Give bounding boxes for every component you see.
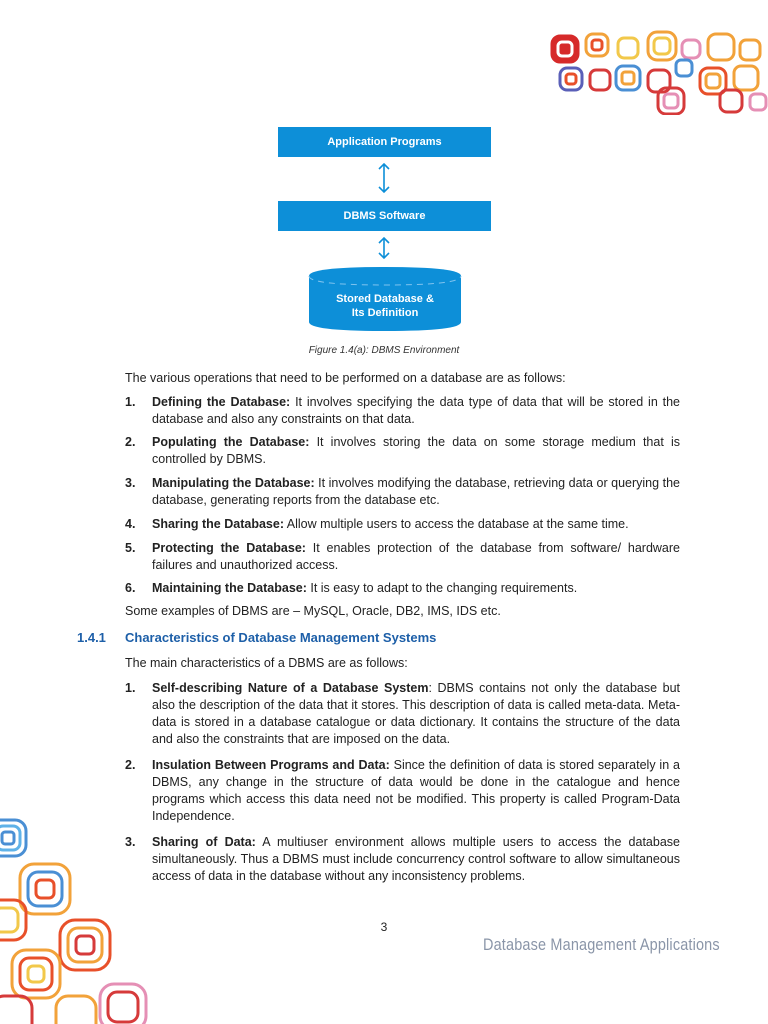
section-heading (77, 630, 436, 645)
operation-item (125, 394, 680, 428)
figure-caption: Figure 1.4(a): DBMS Environment (308, 345, 460, 356)
item-text: It involves storing the data on some storage medium that is controlled by DBMS. (152, 435, 680, 466)
page-number: 3 (380, 920, 388, 934)
dbms-environment-diagram (0, 0, 768, 360)
item-text: It involves specifying the data type of data that will be stored in the database and also any constraints on that data. (152, 395, 681, 426)
item-number: 1. (125, 395, 136, 409)
item-number: 6. (125, 581, 136, 595)
item-number: 2. (125, 435, 136, 449)
item-number: 3. (125, 476, 136, 490)
double-arrow-icon (376, 236, 392, 260)
double-arrow-icon (376, 162, 392, 194)
item-text: It is easy to adapt to the changing requirements. (306, 581, 578, 595)
operation-item (125, 580, 680, 597)
item-text: : DBMS contains not only the database but also the description of the data that it stores. This description of data is called meta-data. Meta-data is stored in a database catalogue or data dictionary. It contains the structure of the data and also the constraints that are imposed on the data. (152, 681, 680, 746)
item-text: Since the definition of data is stored separately in a DBMS, any change in the structure of data would be done in the catalogue and hence programs which access this data need not be modified. This property is called Program-Data Independence. (152, 758, 680, 823)
item-number: 1. (125, 681, 136, 695)
item-title: Manipulating the Database: (152, 476, 315, 490)
characteristic-item (125, 680, 680, 748)
item-title: Maintaining the Database: (152, 581, 307, 595)
item-title: Protecting the Database: (152, 541, 306, 555)
operation-item (125, 540, 680, 574)
stored-database-label (310, 292, 460, 320)
item-number: 2. (125, 758, 136, 772)
item-title: Populating the Database: (152, 435, 310, 449)
dbms-examples: Some examples of DBMS are – MySQL, Oracle, DB2, IMS, IDS etc. (125, 604, 501, 618)
operation-item (125, 434, 680, 468)
item-title: Defining the Database: (152, 395, 291, 409)
stored-database-line1: Stored Database & (336, 293, 434, 305)
item-text: Allow multiple users to access the database at the same time. (283, 517, 629, 531)
characteristic-item (125, 834, 680, 885)
item-text: It involves modifying the database, retrieving data or querying the database, generating reports from the database etc. (152, 476, 680, 507)
characteristics-intro: The main characteristics of a DBMS are as follows: (125, 656, 408, 670)
item-title: Insulation Between Programs and Data: (152, 758, 390, 772)
item-title: Self-describing Nature of a Database System (152, 681, 429, 695)
item-text: It enables protection of the database from software/ hardware failures and unauthorized access. (152, 541, 680, 572)
item-title: Sharing the Database: (152, 517, 284, 531)
item-text: A multiuser environment allows multiple users to access the database simultaneously. Thus a DBMS must include concurrency control software to allow simultaneous access of data in the database without any inconsistency problems. (152, 835, 680, 883)
item-number: 3. (125, 835, 136, 849)
item-title: Sharing of Data: (152, 835, 256, 849)
operation-item (125, 475, 680, 509)
section-title: Characteristics of Database Management Systems (125, 630, 437, 645)
section-number: 1.4.1 (77, 630, 106, 645)
dbms-software-box (278, 201, 491, 231)
application-programs-box (278, 127, 491, 157)
operations-intro: The various operations that need to be performed on a database are as follows: (125, 371, 566, 385)
dbms-software-label: DBMS Software (343, 210, 426, 222)
item-number: 5. (125, 541, 136, 555)
item-number: 4. (125, 517, 136, 531)
operation-item (125, 516, 680, 533)
book-title: Database Management Applications (483, 935, 720, 954)
stored-database-line2: Its Definition (351, 307, 419, 319)
application-programs-label: Application Programs (327, 136, 442, 148)
characteristic-item (125, 757, 680, 825)
